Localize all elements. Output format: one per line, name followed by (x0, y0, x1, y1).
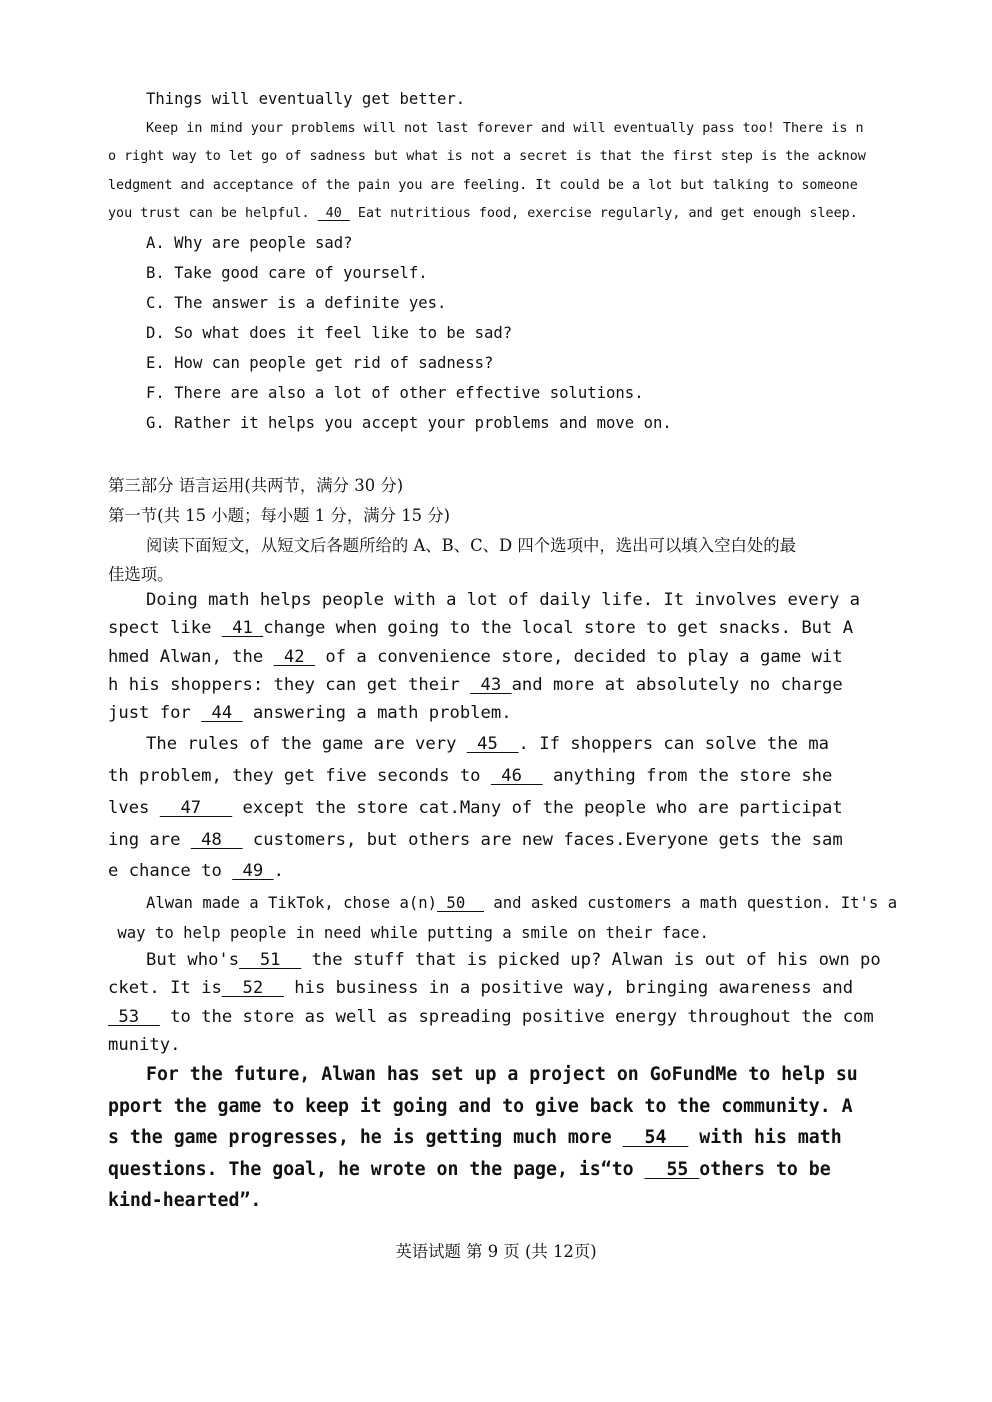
blank-51: 51 (239, 950, 302, 970)
paragraph-text: lves (108, 798, 160, 818)
paragraph-text: anything from the store she (542, 766, 833, 786)
paragraph-line (108, 206, 858, 221)
paragraph-text: and more at absolutely no charge (511, 675, 843, 695)
paragraph-text: . If shoppers can solve the ma (518, 734, 829, 754)
paragraph-text: But who's (146, 950, 240, 970)
paragraph-line: Keep in mind your problems will not last forever and will eventually pass too! There is n (146, 121, 864, 136)
option-c: C. The answer is a definite yes. (146, 294, 447, 312)
blank-50: 50 (437, 894, 484, 912)
para5-line: pport the game to keep it going and to give back to the community. A (108, 1096, 853, 1117)
paragraph-text: except the store cat.Many of the people who are participat (232, 798, 843, 818)
paragraph-text: questions. The goal, he wrote on the page, is“to (108, 1159, 645, 1180)
paragraph-text: others to be (699, 1159, 831, 1180)
paragraph-text: spect like (108, 618, 222, 638)
option-e: E. How can people get rid of sadness? (146, 354, 494, 372)
blank-53: 53 (108, 1007, 160, 1027)
page-footer: 英语试题 第 9 页 (共 12页) (395, 1242, 597, 1261)
para2-line (146, 734, 829, 754)
para1-line: Doing math helps people with a lot of daily life. It involves every a (146, 590, 860, 610)
blank-48: 48 (190, 830, 243, 850)
para5-line: For the future, Alwan has set up a project on GoFundMe to help su (146, 1064, 858, 1085)
para5-line: kind-hearted”. (108, 1190, 262, 1211)
paragraph-text: to the store as well as spreading positive energy throughout the com (159, 1007, 874, 1027)
para4-line (108, 1007, 874, 1027)
paragraph-text: customers, but others are new faces.Everyone gets the sam (242, 830, 843, 850)
paragraph-line: o right way to let go of sadness but what is not a secret is that the first step is the acknow (108, 149, 866, 164)
para2-line (108, 830, 843, 850)
blank-52: 52 (221, 978, 284, 998)
paragraph-text: you trust can be helpful. (108, 206, 310, 221)
blank-43: 43 (470, 675, 512, 695)
blank-42: 42 (273, 647, 315, 667)
paragraph-text: the stuff that is picked up? Alwan is out of his own po (301, 950, 881, 970)
blank-40: 40 (317, 206, 350, 221)
paragraph-text: . (273, 861, 284, 881)
paragraph-text: e chance to (108, 861, 233, 881)
paragraph-text: ing are (108, 830, 191, 850)
instruction-line: 佳选项。 (108, 565, 174, 584)
paragraph-text: answering a math problem. (242, 703, 512, 723)
section1-title: 第一节(共 15 小题；每小题 1 分，满分 15 分) (108, 506, 451, 525)
paragraph-text: his business in a positive way, bringing awareness and (283, 978, 854, 998)
paragraph-text: th problem, they get five seconds to (108, 766, 491, 786)
paragraph-line: ledgment and acceptance of the pain you are feeling. It could be a lot but talking to someone (108, 178, 858, 193)
option-f: F. There are also a lot of other effective solutions. (146, 384, 644, 402)
paragraph-text: and asked customers a math question. It's a (484, 894, 898, 912)
paragraph-text: with his math (688, 1127, 842, 1148)
para4-line: munity. (108, 1035, 181, 1055)
para5-line (108, 1127, 842, 1148)
blank-44: 44 (201, 703, 243, 723)
blank-45: 45 (466, 734, 519, 754)
para1-line (108, 675, 843, 695)
para4-line (108, 978, 853, 998)
option-a: A. Why are people sad? (146, 234, 353, 252)
para1-line (108, 618, 853, 638)
paragraph-text: h his shoppers: they can get their (108, 675, 471, 695)
blank-46: 46 (490, 766, 543, 786)
para1-line (108, 703, 512, 723)
option-b: B. Take good care of yourself. (146, 264, 428, 282)
option-g: G. Rather it helps you accept your problems and move on. (146, 414, 672, 432)
intro-heading: Things will eventually get better. (146, 90, 466, 108)
paragraph-text: s the game progresses, he is getting much more (108, 1127, 623, 1148)
part3-title: 第三部分 语言运用(共两节，满分 30 分) (108, 476, 404, 495)
blank-41: 41 (221, 618, 264, 638)
paragraph-text: Alwan made a TikTok, chose a(n) (146, 894, 438, 912)
para4-line (146, 950, 881, 970)
para5-line (108, 1159, 831, 1180)
blank-49: 49 (232, 861, 274, 881)
paragraph-text: just for (108, 703, 202, 723)
paragraph-text: of a convenience store, decided to play a game wit (314, 647, 843, 667)
instruction-line: 阅读下面短文，从短文后各题所给的 A、B、C、D 四个选项中，选出可以填入空白处的最 (146, 536, 797, 555)
para1-line (108, 647, 843, 667)
para3-line (146, 894, 897, 912)
para2-line (108, 861, 284, 881)
paragraph-text: hmed Alwan, the (108, 647, 274, 667)
paragraph-text: Eat nutritious food, exercise regularly, and get enough sleep. (349, 206, 858, 221)
blank-54: 54 (622, 1127, 689, 1148)
blank-55: 55 (644, 1159, 700, 1180)
blank-47: 47 (159, 798, 233, 818)
para3-line: way to help people in need while putting a smile on their face. (108, 924, 709, 942)
option-d: D. So what does it feel like to be sad? (146, 324, 513, 342)
paragraph-text: The rules of the game are very (146, 734, 467, 754)
paragraph-text: cket. It is (108, 978, 222, 998)
paragraph-text: change when going to the local store to get snacks. But A (263, 618, 854, 638)
para2-line (108, 766, 832, 786)
para2-line (108, 798, 843, 818)
